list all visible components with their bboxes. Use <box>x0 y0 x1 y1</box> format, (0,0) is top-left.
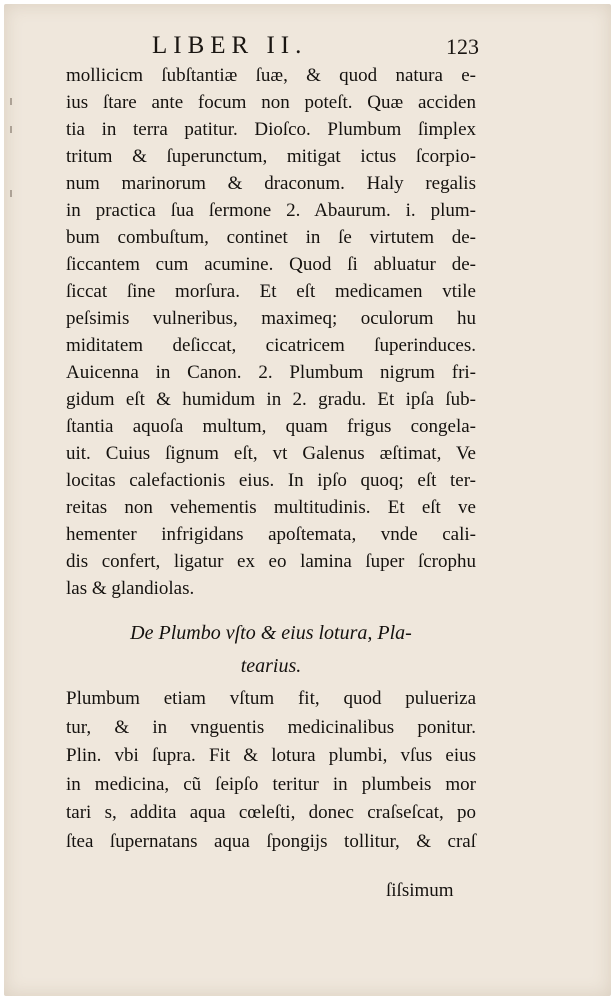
running-head <box>4 32 604 62</box>
text-line: reitas non vehementis multitudinis. Et eſt ve <box>66 497 476 518</box>
text-line: ſtantia aquoſa multum, quam frigus congela- <box>66 416 476 437</box>
text-line: miditatem deſiccat, cicatricem ſuperinduces. <box>66 335 476 356</box>
running-head-title: LIBER II. <box>152 32 308 59</box>
text-line: ſiccat ſine morſura. Et eſt medicamen vtile <box>66 281 476 302</box>
text-line: peſsimis vulneribus, maximeq; oculorum hu <box>66 308 476 329</box>
page-number: 123 <box>446 34 479 59</box>
text-line: tia in terra patitur. Dioſco. Plumbum ſimplex <box>66 119 476 140</box>
text-line: dis confert, ligatur ex eo lamina ſuper ſcrophu <box>66 551 476 572</box>
text-line: Plumbum etiam vſtum fit, quod pulueriza <box>66 688 476 709</box>
paragraph-1 <box>66 62 476 602</box>
margin-mark <box>10 190 12 197</box>
text-line: tur, & in vnguentis medicinalibus ponitur. <box>66 716 476 738</box>
section-heading <box>66 617 476 683</box>
book-page <box>4 4 611 996</box>
margin-mark <box>10 98 12 105</box>
text-line: ius ſtare ante focum non poteſt. Quæ acciden <box>66 92 476 113</box>
text-line: gidum eſt & humidum in 2. gradu. Et ipſa ſub- <box>66 389 476 410</box>
text-line: mollicicm ſubſtantiæ ſuæ, & quod natura e- <box>66 65 476 86</box>
text-line: Plin. vbi ſupra. Fit & lotura plumbi, vſus eius <box>66 745 476 766</box>
text-line: locitas calefactionis eius. In ipſo quoq; eſt ter- <box>66 470 476 491</box>
text-line: ſtea ſupernatans aqua ſpongijs tollitur, & craſ <box>66 830 476 852</box>
text-line: in medicina, cũ ſeipſo teritur in plumbeis mor <box>66 773 476 795</box>
text-line: uit. Cuius ſignum eſt, vt Galenus æſtimat, Ve <box>66 443 476 464</box>
margin-mark <box>10 126 12 133</box>
paragraph-2 <box>66 685 476 856</box>
text-line: las & glandiolas. <box>66 578 195 599</box>
text-line: in practica ſua ſermone 2. Abaurum. i. plum- <box>66 200 476 221</box>
section-heading-line: tearius. <box>240 655 302 677</box>
text-line: tari s, addita aqua cœleſti, donec craſseſcat, po <box>66 802 476 823</box>
text-line: Auicenna in Canon. 2. Plumbum nigrum fri- <box>66 362 476 383</box>
section-heading-line: De Plumbo vſto & eius lotura, Pla- <box>130 622 412 644</box>
catchword: ſiſsimum <box>386 880 454 901</box>
text-line: bum combuſtum, continet in ſe virtutem de- <box>66 227 476 248</box>
text-line: tritum & ſuperunctum, mitigat ictus ſcorpio- <box>66 146 476 167</box>
text-line: hementer infrigidans apoſtemata, vnde cali- <box>66 524 476 545</box>
text-line: ſiccantem cum acumine. Quod ſi abluatur de- <box>66 254 476 275</box>
text-line: num marinorum & draconum. Haly regalis <box>66 173 476 194</box>
